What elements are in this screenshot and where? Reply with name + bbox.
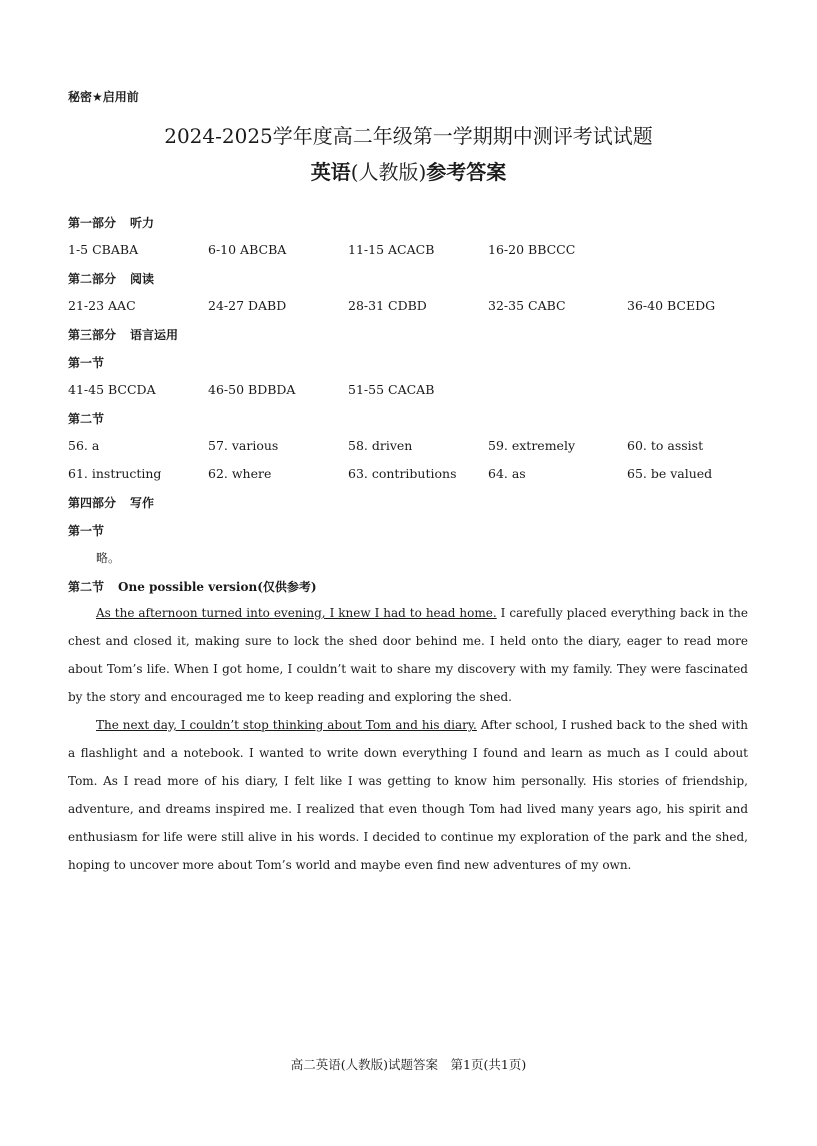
answer-item: 62. where — [208, 466, 272, 481]
part1-number: 第一部分 — [68, 216, 117, 230]
paragraph-body: I carefully placed everything back in the chest and closed it, making sure to lock the shed door behind me. I held onto the diary, eager to read more about Tom’s life. When I got home, I couldn’t wait to share my discovery with my family. They were fascinated by the story and encouraged me to keep reading and exploring the shed. — [68, 606, 748, 704]
answer-group: 24-27 DABD — [208, 298, 287, 313]
part1-name: 听力 — [130, 216, 155, 230]
part3-name: 语言运用 — [130, 328, 179, 342]
part2-name: 阅读 — [130, 272, 155, 286]
part3-heading — [68, 326, 178, 343]
subject-label: 英语 — [310, 160, 351, 184]
answer-group: 46-50 BDBDA — [208, 382, 296, 397]
answer-item: 65. be valued — [627, 466, 713, 481]
answer-group: 1-5 CBABA — [68, 242, 139, 257]
answer-item: 58. driven — [348, 438, 413, 453]
part1-heading — [68, 214, 154, 231]
answer-group: 6-10 ABCBA — [208, 242, 287, 257]
answer-group: 16-20 BBCCC — [488, 242, 576, 257]
part4-section1-content: 略。 — [96, 551, 121, 565]
given-opening-sentence: The next day, I couldn’t stop thinking about Tom and his diary. — [96, 718, 477, 732]
part3-section2-answers-row1 — [0, 438, 817, 454]
answer-key-label: 参考答案 — [426, 160, 507, 184]
part4-section2-heading — [68, 578, 317, 595]
answer-group: 41-45 BCCDA — [68, 382, 156, 397]
answer-item: 63. contributions — [348, 466, 457, 481]
part4-heading — [68, 494, 154, 511]
part4-name: 写作 — [130, 496, 155, 510]
answer-group: 51-55 CACAB — [348, 382, 435, 397]
essay-paragraph-2 — [68, 711, 748, 879]
part4-number: 第四部分 — [68, 496, 117, 510]
part1-answers-row — [0, 242, 817, 258]
answer-group: 11-15 ACACB — [348, 242, 435, 257]
part3-section1-answers-row — [0, 382, 817, 398]
confidential-label: 秘密★启用前 — [68, 90, 139, 104]
page-footer: 高二英语(人教版)试题答案 第1页(共1页) — [290, 1057, 527, 1072]
answer-item: 61. instructing — [68, 466, 162, 481]
part3-section1-heading: 第一节 — [68, 356, 105, 370]
part2-answers-row — [0, 298, 817, 314]
part2-heading — [68, 270, 154, 287]
paragraph-body: After school, I rushed back to the shed with a flashlight and a notebook. I wanted to write down everything I found and learn as much as I could about Tom. As I read more of his diary, I felt like I was getting to know him personally. His stories of friendship, adventure, and dreams inspired me. I realized that even though Tom had lived many years ago, his spirit and enthusiasm for life were still alive in his words. I decided to continue my exploration of the park and the shed, hoping to uncover more about Tom’s world and maybe even find new adventures of my own. — [68, 718, 749, 872]
answer-group: 36-40 BCEDG — [627, 298, 716, 313]
part4-section1-heading: 第一节 — [68, 524, 105, 538]
model-essay-title: One possible version(仅供参考) — [118, 580, 317, 594]
answer-group: 32-35 CABC — [488, 298, 566, 313]
answer-item: 64. as — [488, 466, 526, 481]
answer-key-title — [0, 156, 817, 185]
given-opening-sentence: As the afternoon turned into evening, I knew I had to head home. — [96, 606, 497, 620]
part3-section2-heading: 第二节 — [68, 412, 105, 426]
part3-number: 第三部分 — [68, 328, 117, 342]
part2-number: 第二部分 — [68, 272, 117, 286]
answer-item: 56. a — [68, 438, 100, 453]
answer-item: 57. various — [208, 438, 279, 453]
answer-item: 60. to assist — [627, 438, 704, 453]
essay-paragraph-1 — [68, 599, 748, 711]
edition-label: (人教版) — [350, 160, 427, 184]
answer-group: 21-23 AAC — [68, 298, 136, 313]
part3-section2-answers-row2 — [0, 466, 817, 482]
answer-group: 28-31 CDBD — [348, 298, 427, 313]
part4-section2-label: 第二节 — [68, 580, 105, 594]
exam-title: 2024-2025学年度高二年级第一学期期中测评考试试题 — [164, 124, 653, 148]
answer-item: 59. extremely — [488, 438, 576, 453]
